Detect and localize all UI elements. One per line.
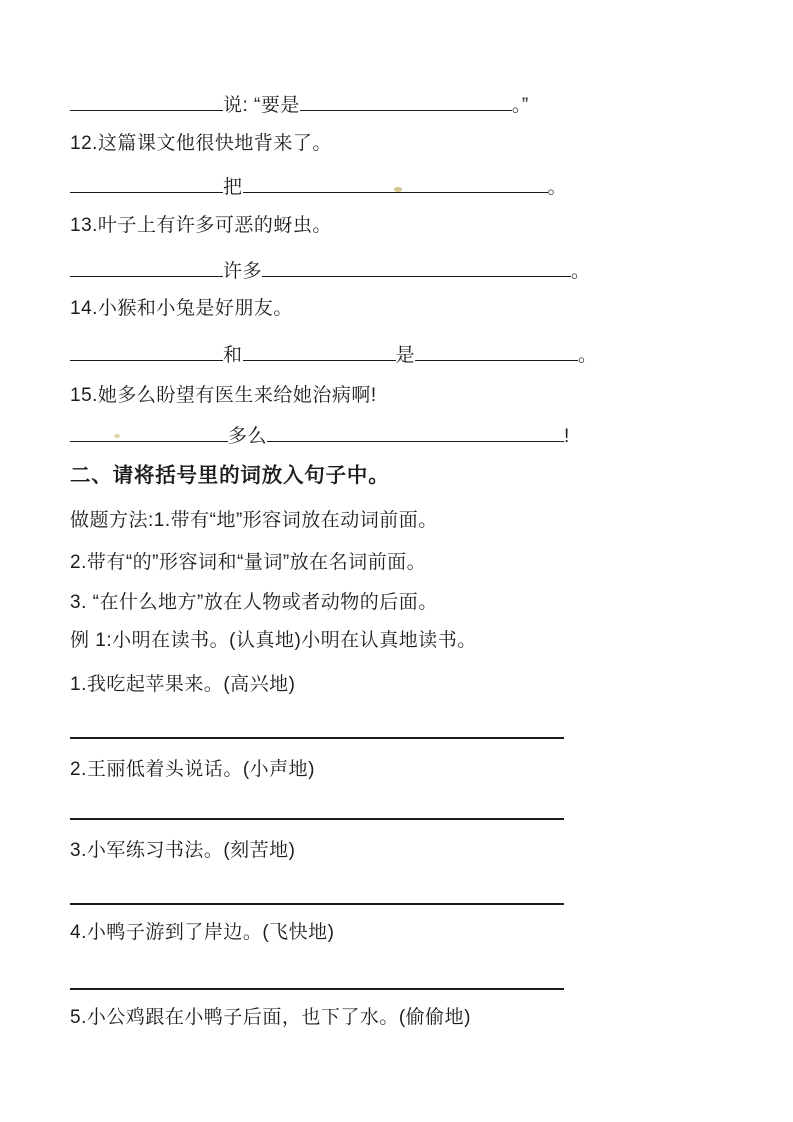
anchor-text: 。 [547,177,568,198]
fill-line-item15 [70,424,570,450]
blank-line [70,93,223,111]
fill-line-item11 [70,93,529,119]
question-4: 4.小鸭子游到了岸边。(飞快地) [70,922,335,943]
sentence-item13: 13.叶子上有许多可恶的蚜虫。 [70,215,332,236]
example-sentence: 例 1:小明在读书。(认真地)小明在认真地读书。 [70,630,477,651]
stray-mark [114,434,120,438]
answer-line-3 [70,903,564,905]
section-two-heading: 二、请将括号里的词放入句子中。 [70,464,390,487]
blank-line [70,343,223,361]
answer-line-2 [70,818,564,820]
anchor-text: 说: “要是 [223,95,300,116]
sentence-item14: 14.小猴和小兔是好朋友。 [70,298,293,319]
anchor-text: 是 [395,345,416,366]
anchor-text: 。” [511,95,529,116]
blank-line [267,424,564,442]
anchor-text: 和 [223,345,243,366]
stray-mark [394,187,402,192]
question-2: 2.王丽低着头说话。(小声地) [70,759,316,780]
method-note-1: 做题方法:1.带有“地”形容词放在动词前面。 [70,510,438,531]
sentence-item15: 15.她多么盼望有医生来给她治病啊! [70,385,377,406]
fill-line-item14 [70,343,598,369]
anchor-text: 把 [223,177,243,198]
blank-line [70,259,223,277]
question-3: 3.小军练习书法。(刻苦地) [70,840,296,861]
method-note-3: 3. “在什么地方”放在人物或者动物的后面。 [70,592,438,613]
blank-line [243,343,396,361]
sentence-item12: 12.这篇课文他很快地背来了。 [70,133,332,154]
anchor-text: ! [564,426,570,447]
question-5: 5.小公鸡跟在小鸭子后面，也下了水。(偷偷地) [70,1007,472,1028]
blank-line [70,424,228,442]
method-note-2: 2.带有“的”形容词和“量词”放在名词前面。 [70,552,427,573]
anchor-text: 多么 [228,426,268,447]
fill-line-item12 [70,175,567,201]
anchor-text: 。 [571,261,591,282]
anchor-text: 许多 [223,261,263,282]
question-1: 1.我吃起苹果来。(高兴地) [70,674,296,695]
blank-line [300,93,512,111]
blank-line [415,343,578,361]
answer-line-4 [70,988,564,990]
answer-line-1 [70,737,564,739]
blank-line [70,175,223,193]
fill-line-item13 [70,259,591,285]
blank-line [262,259,571,277]
anchor-text: 。 [578,345,598,366]
